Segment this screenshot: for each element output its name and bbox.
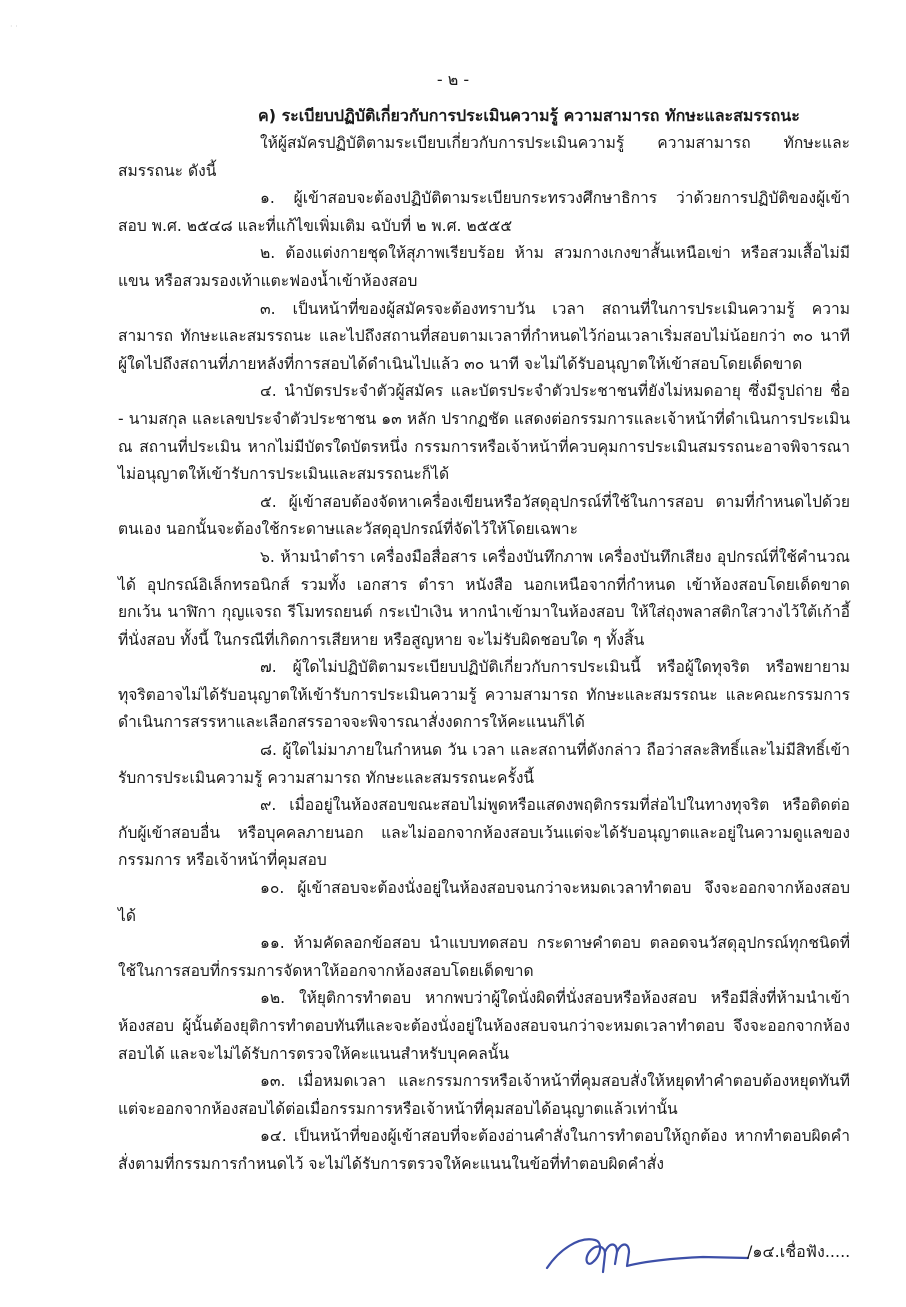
rule-paragraph: ๘. ผู้ใดไม่มาภายในกำหนด วัน เวลา และสถานที่ดังกล่าว ถือว่าสละสิทธิ์และไม่มีสิทธิ์เข้ารับการประเมินความรู้ ความสามารถ ทักษะและสมรรถนะครั้งนี้ bbox=[118, 741, 850, 787]
section-heading: ค) ระเบียบปฏิบัติเกี่ยวกับการประเมินความรู้ ความสามารถ ทักษะและสมรรถนะ bbox=[258, 106, 800, 125]
rule-paragraph: ๑๒. ให้ยุติการทำตอบ หากพบว่าผู้ใดนั่งผิดที่นั่งสอบหรือห้องสอบ หรือมีสิ่งที่ห้ามนำเข้าห้องสอบ ผู้นั้นต้องยุติการทำตอบทันทีและจะต้องนั่งอยู่ในห้องสอบจนกว่าจะหมดเวลาทำตอบ จึงจะออกจากห้องสอบได้ และจะไม่ได้รับการตรวจให้คะแนนสำหรับบุคคลนั้น bbox=[118, 989, 850, 1063]
rule-paragraph: ๗. ผู้ใดไม่ปฏิบัติตามระเบียบปฏิบัติเกี่ยวกับการประเมินนี้ หรือผู้ใดทุจริต หรือพยายามทุจริตอาจไม่ได้รับอนุญาตให้เข้ารับการประเมินความรู้ ความสามารถ ทักษะและสมรรถนะ และคณะกรรมการดำเนินการสรรหาและเลือกสรรอาจจะพิจารณาสั่งงดการให้คะแนนก็ได้ bbox=[118, 658, 850, 732]
rule-paragraph: ๔. นำบัตรประจำตัวผู้สมัคร และบัตรประจำตัวประชาชนที่ยังไม่หมดอายุ ซึ่งมีรูปถ่าย ชื่อ - นามสกุล และเลขประจำตัวประชาชน ๑๓ หลัก ปรากฏชัด แสดงต่อกรรมการและเจ้าหน้าที่ดำเนินการประเมิน ณ สถานที่ประเมิน หากไม่มีบัตรใดบัตรหนึ่ง กรรมการหรือเจ้าหน้าที่ควบคุมการประเมินสมรรถนะอาจพิจารณาไม่อนุญาตให้เข้ารับการประเมินและสมรรถนะก็ได้ bbox=[118, 382, 850, 484]
rules-body bbox=[118, 130, 850, 1179]
rule-paragraph: ๑. ผู้เข้าสอบจะต้องปฏิบัติตามระเบียบกระทรวงศึกษาธิการ ว่าด้วยการปฏิบัติของผู้เข้าสอบ พ.ศ. ๒๕๔๘ และที่แก้ไขเพิ่มเติม ฉบับที่ ๒ พ.ศ. ๒๕๕๕ bbox=[118, 189, 850, 235]
rule-paragraph: ๑๑. ห้ามคัดลอกข้อสอบ นำแบบทดสอบ กระดาษคำตอบ ตลอดจนวัสดุอุปกรณ์ทุกชนิดที่ใช้ในการสอบที่กรรมการจัดหาให้ออกจากห้องสอบโดยเด็ดขาด bbox=[118, 934, 850, 980]
intro-paragraph: ให้ผู้สมัครปฏิบัติตามระเบียบเกี่ยวกับการประเมินความรู้ ความสามารถ ทักษะและสมรรถนะ ดังนี้ bbox=[118, 134, 850, 180]
rule-paragraph: ๑๐. ผู้เข้าสอบจะต้องนั่งอยู่ในห้องสอบจนกว่าจะหมดเวลาทำตอบ จึงจะออกจากห้องสอบได้ bbox=[118, 879, 850, 925]
scan-mark: · · bbox=[10, 22, 18, 31]
rule-paragraph: ๒. ต้องแต่งกายชุดให้สุภาพเรียบร้อย ห้าม สวมกางเกงขาสั้นเหนือเข่า หรือสวมเสื้อไม่มีแขน หรือสวมรองเท้าแตะฟองน้ำเข้าห้องสอบ bbox=[118, 244, 850, 290]
rule-paragraph: ๖. ห้ามนำตำรา เครื่องมือสื่อสาร เครื่องบันทึกภาพ เครื่องบันทึกเสียง อุปกรณ์ที่ใช้คำนวณได้ อุปกรณ์อิเล็กทรอนิกส์ รวมทั้ง เอกสาร ตำรา หนังสือ นอกเหนือจากที่กำหนด เข้าห้องสอบโดยเด็ดขาด ยกเว้น นาฬิกา กุญแจรถ รีโมทรถยนต์ กระเป๋าเงิน หากนำเข้ามาในห้องสอบ ให้ใส่ถุงพลาสติกใสวางไว้ใต้เก้าอี้ที่นั่งสอบ ทั้งนี้ ในกรณีที่เกิดการเสียหาย หรือสูญหาย จะไม่รับผิดชอบใด ๆ ทั้งสิ้น bbox=[118, 547, 850, 649]
rule-paragraph: ๕. ผู้เข้าสอบต้องจัดหาเครื่องเขียนหรือวัสดุอุปกรณ์ที่ใช้ในการสอบ ตามที่กำหนดไปด้วยตนเอง นอกนั้นจะต้องใช้กระดาษและวัสดุอุปกรณ์ที่จัดไว้ให้โดยเฉพาะ bbox=[118, 492, 850, 539]
continuation-note: /๑๔.เชื่อฟัง..... bbox=[747, 1242, 851, 1261]
rule-paragraph: ๑๔. เป็นหน้าที่ของผู้เข้าสอบที่จะต้องอ่านคำสั่งในการทำตอบให้ถูกต้อง หากทำตอบผิดคำสั่งตามที่กรรมการกำหนดไว้ จะไม่ได้รับการตรวจให้คะแนนในข้อที่ทำตอบผิดคำสั่ง bbox=[118, 1127, 850, 1173]
page-number: - ๒ - bbox=[436, 70, 470, 89]
rule-paragraph: ๙. เมื่ออยู่ในห้องสอบขณะสอบไม่พูดหรือแสดงพฤติกรรมที่ส่อไปในทางทุจริต หรือติดต่อกับผู้เข้าสอบอื่น หรือบุคคลภายนอก และไม่ออกจากห้องสอบเว้นแต่จะได้รับอนุญาตและอยู่ในความดูแลของกรรมการ หรือเจ้าหน้าที่คุมสอบ bbox=[118, 796, 850, 870]
rule-paragraph: ๓. เป็นหน้าที่ของผู้สมัครจะต้องทราบวัน เวลา สถานที่ในการประเมินความรู้ ความสามารถ ทักษะและสมรรถนะ และไปถึงสถานที่สอบตามเวลาที่กำหนดไว้ก่อนเวลาเริ่มสอบไม่น้อยกว่า ๓๐ นาที ผู้ใดไปถึงสถานที่ภายหลังที่การสอบได้ดำเนินไปแล้ว ๓๐ นาที จะไม่ได้รับอนุญาตให้เข้าสอบโดยเด็ดขาด bbox=[118, 299, 850, 373]
rule-paragraph: ๑๓. เมื่อหมดเวลา และกรรมการหรือเจ้าหน้าที่คุมสอบสั่งให้หยุดทำคำตอบต้องหยุดทันทีแต่จะออกจากห้องสอบได้ต่อเมื่อกรรมการหรือเจ้าหน้าที่คุมสอบได้อนุญาตแล้วเท่านั้น bbox=[118, 1072, 850, 1118]
signature-image bbox=[543, 1222, 753, 1282]
